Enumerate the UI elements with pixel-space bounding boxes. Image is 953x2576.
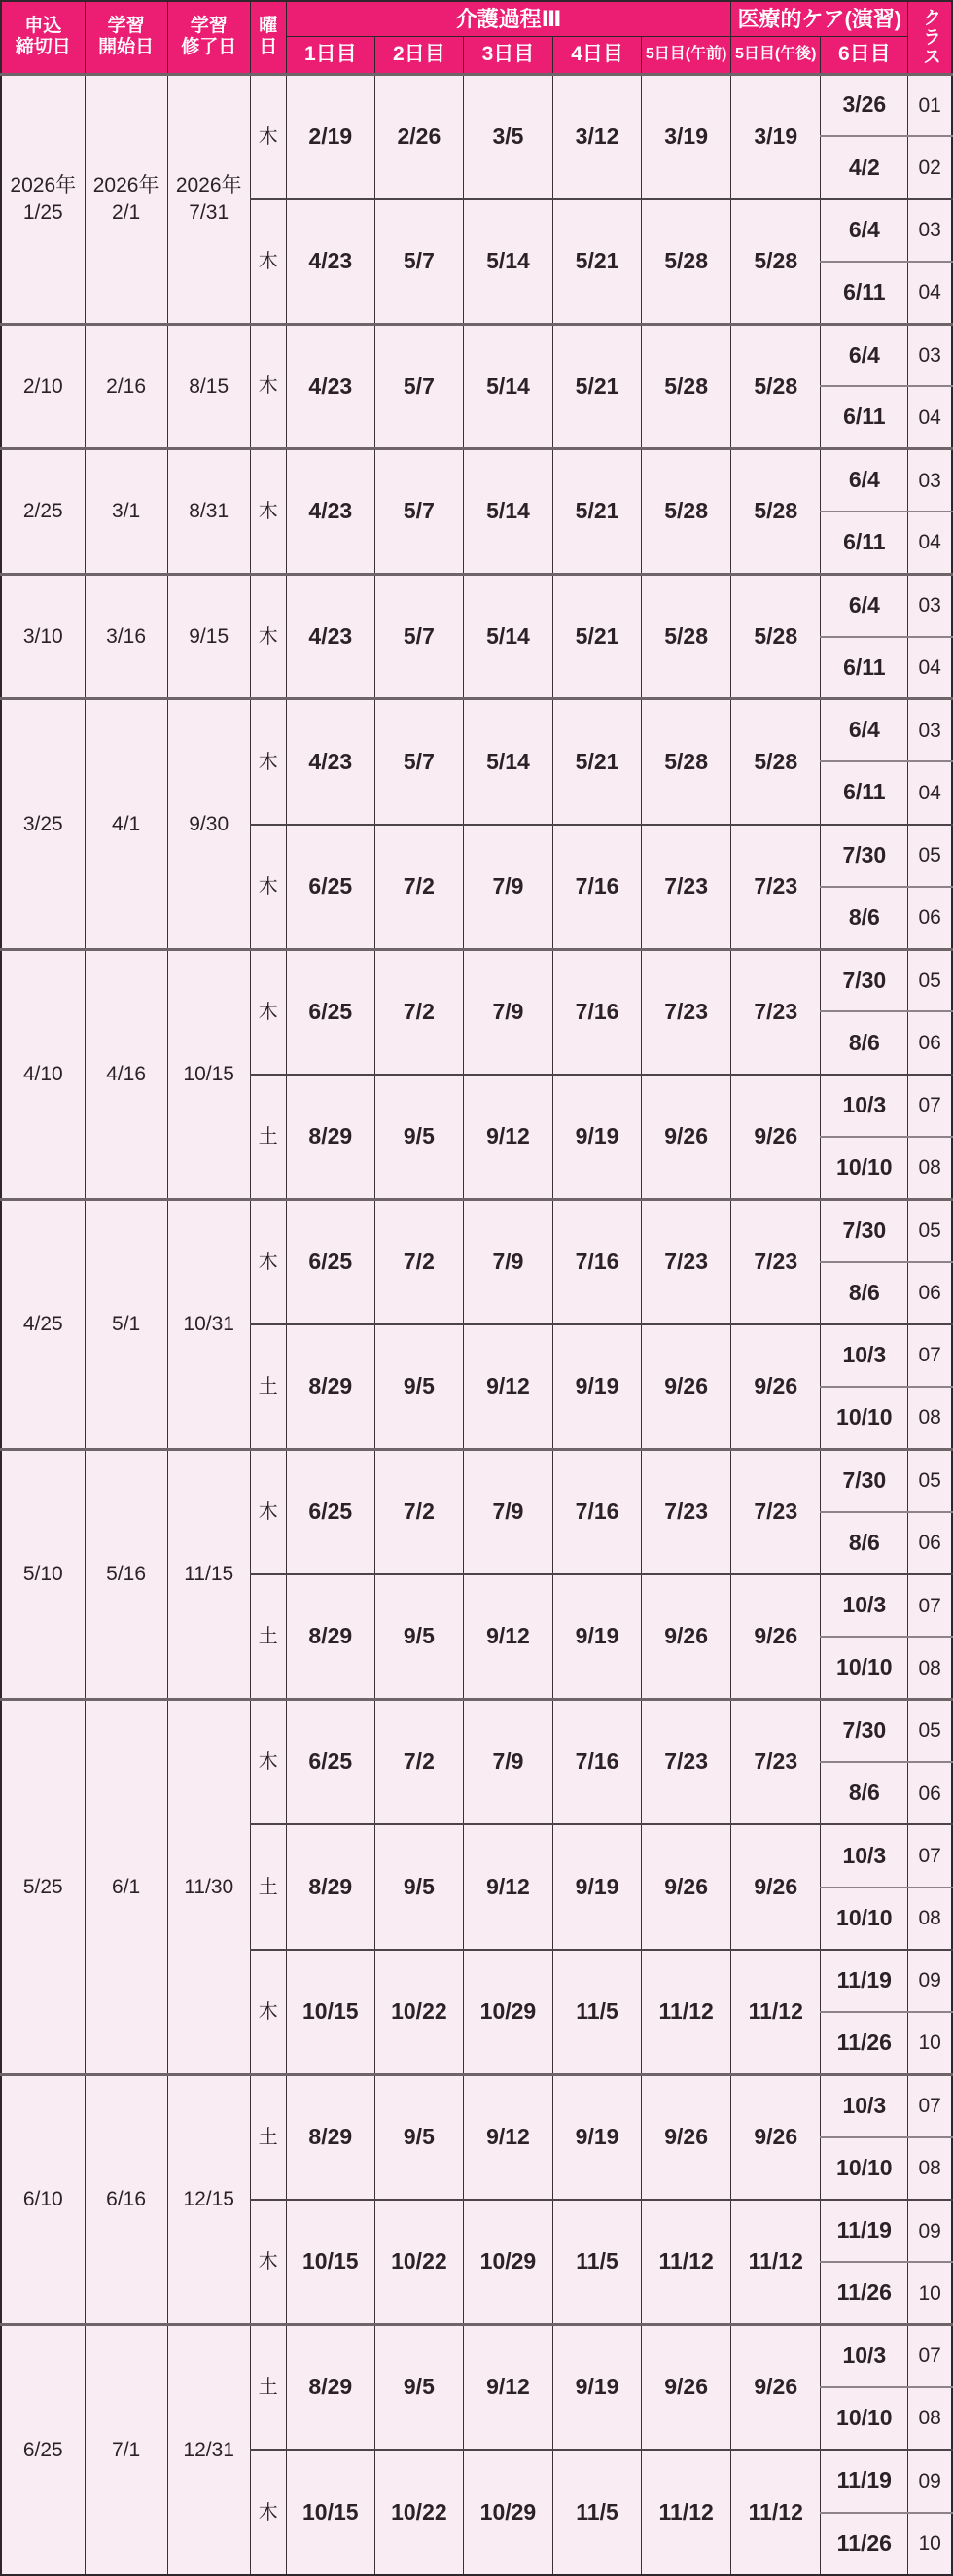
header-class: クラス — [908, 1, 952, 74]
schedule-row — [1, 2325, 952, 2387]
day5-cell: 7/23 — [642, 1450, 731, 1575]
day6-cell: 10/10 — [821, 1387, 908, 1449]
day4-cell: 5/21 — [553, 324, 642, 449]
day3-cell: 9/12 — [463, 1075, 552, 1200]
class-no-cell: 06 — [908, 1262, 952, 1324]
day5-cell: 7/23 — [642, 1700, 731, 1825]
study-start-cell: 3/16 — [85, 574, 167, 699]
day1-cell: 4/23 — [286, 324, 374, 449]
study-start-cell: 5/1 — [85, 1199, 167, 1449]
header-weekday: 曜 日 — [250, 1, 286, 74]
day4-cell: 7/16 — [553, 1700, 642, 1825]
day2-cell: 5/7 — [374, 449, 463, 575]
day4-cell: 9/19 — [553, 1574, 642, 1700]
apply-deadline-cell: 4/10 — [1, 949, 85, 1199]
study-end-cell: 9/30 — [167, 699, 250, 949]
class-no-cell: 08 — [908, 1888, 952, 1950]
day1-cell: 4/23 — [286, 199, 374, 325]
day5-cell: 5/28 — [642, 199, 731, 325]
study-end-cell: 10/15 — [167, 949, 250, 1199]
header-day4: 4日目 — [553, 36, 642, 74]
class-no-cell: 04 — [908, 761, 952, 824]
day2-cell: 5/7 — [374, 699, 463, 825]
day5pm-cell: 5/28 — [731, 574, 821, 699]
class-no-cell: 09 — [908, 1950, 952, 2012]
weekday-cell: 木 — [250, 1950, 286, 2075]
day4-cell: 11/5 — [553, 1950, 642, 2075]
class-no-cell: 06 — [908, 1762, 952, 1824]
day5-cell: 11/12 — [642, 1950, 731, 2075]
day1-cell: 8/29 — [286, 2325, 374, 2451]
day3-cell: 7/9 — [463, 1199, 552, 1324]
day5pm-cell: 5/28 — [731, 699, 821, 825]
class-no-cell: 10 — [908, 2012, 952, 2074]
day6-cell: 11/19 — [821, 2450, 908, 2512]
header-day5-pm: 5日目(午後) — [731, 36, 821, 74]
weekday-cell: 土 — [250, 1075, 286, 1200]
day4-cell: 7/16 — [553, 1199, 642, 1324]
day6-cell: 10/10 — [821, 1637, 908, 1699]
day5-cell: 9/26 — [642, 1324, 731, 1450]
schedule-row — [1, 449, 952, 512]
day5-cell: 9/26 — [642, 1824, 731, 1950]
day5pm-cell: 7/23 — [731, 949, 821, 1075]
schedule-row — [1, 1700, 952, 1762]
day6-cell: 6/4 — [821, 324, 908, 386]
day4-cell: 7/16 — [553, 1450, 642, 1575]
weekday-cell: 木 — [250, 949, 286, 1075]
day5pm-cell: 9/26 — [731, 1574, 821, 1700]
day2-cell: 5/7 — [374, 199, 463, 325]
day5pm-cell: 7/23 — [731, 1199, 821, 1324]
class-no-cell: 05 — [908, 949, 952, 1011]
class-no-cell: 06 — [908, 1512, 952, 1574]
day3-cell: 7/9 — [463, 825, 552, 950]
day1-cell: 8/29 — [286, 1075, 374, 1200]
day6-cell: 10/3 — [821, 1324, 908, 1387]
weekday-cell: 木 — [250, 1450, 286, 1575]
day4-cell: 11/5 — [553, 2450, 642, 2575]
day3-cell: 9/12 — [463, 1824, 552, 1950]
class-no-cell: 07 — [908, 1824, 952, 1887]
apply-deadline-cell: 2026年 1/25 — [1, 74, 85, 324]
day1-cell: 8/29 — [286, 1574, 374, 1700]
class-no-cell: 03 — [908, 449, 952, 512]
day5-cell: 7/23 — [642, 949, 731, 1075]
day6-cell: 10/10 — [821, 1888, 908, 1950]
day5pm-cell: 9/26 — [731, 1824, 821, 1950]
day2-cell: 9/5 — [374, 2075, 463, 2201]
day1-cell: 10/15 — [286, 2450, 374, 2575]
weekday-cell: 木 — [250, 324, 286, 449]
day2-cell: 10/22 — [374, 1950, 463, 2075]
class-no-cell: 06 — [908, 1011, 952, 1074]
apply-deadline-cell: 6/25 — [1, 2325, 85, 2575]
day5pm-cell: 7/23 — [731, 825, 821, 950]
day6-cell: 6/4 — [821, 574, 908, 636]
apply-deadline-cell: 2/10 — [1, 324, 85, 449]
day6-cell: 10/3 — [821, 2325, 908, 2387]
day5pm-cell: 11/12 — [731, 2200, 821, 2325]
day5pm-cell: 9/26 — [731, 2325, 821, 2451]
day6-cell: 6/11 — [821, 637, 908, 699]
class-no-cell: 04 — [908, 386, 952, 448]
class-no-cell: 05 — [908, 1700, 952, 1762]
weekday-cell: 木 — [250, 74, 286, 199]
study-end-cell: 12/31 — [167, 2325, 250, 2575]
class-no-cell: 07 — [908, 2325, 952, 2387]
header-day3: 3日目 — [463, 36, 552, 74]
schedule-row — [1, 1199, 952, 1261]
class-no-cell: 03 — [908, 199, 952, 262]
day6-cell: 6/11 — [821, 386, 908, 448]
day5-cell: 9/26 — [642, 1574, 731, 1700]
day6-cell: 6/11 — [821, 761, 908, 824]
day6-cell: 8/6 — [821, 1762, 908, 1824]
class-no-cell: 07 — [908, 1324, 952, 1387]
weekday-cell: 木 — [250, 1700, 286, 1825]
schedule-row — [1, 699, 952, 761]
day3-cell: 10/29 — [463, 1950, 552, 2075]
day2-cell: 9/5 — [374, 1075, 463, 1200]
day4-cell: 5/21 — [553, 199, 642, 325]
study-start-cell: 6/1 — [85, 1700, 167, 2075]
day6-cell: 8/6 — [821, 1512, 908, 1574]
weekday-cell: 木 — [250, 199, 286, 325]
day6-cell: 8/6 — [821, 1262, 908, 1324]
header-day2: 2日目 — [374, 36, 463, 74]
day1-cell: 2/19 — [286, 74, 374, 199]
day1-cell: 8/29 — [286, 2075, 374, 2201]
header-care-process: 介護過程Ⅲ — [286, 1, 730, 36]
day3-cell: 7/9 — [463, 949, 552, 1075]
day6-cell: 7/30 — [821, 1199, 908, 1261]
day5pm-cell: 9/26 — [731, 1324, 821, 1450]
day6-cell: 6/4 — [821, 449, 908, 512]
schedule-row — [1, 949, 952, 1011]
schedule-row — [1, 2075, 952, 2137]
class-no-cell: 04 — [908, 262, 952, 324]
day2-cell: 10/22 — [374, 2450, 463, 2575]
study-end-cell: 2026年 7/31 — [167, 74, 250, 324]
class-no-cell: 03 — [908, 574, 952, 636]
day5-cell: 11/12 — [642, 2450, 731, 2575]
class-no-cell: 05 — [908, 1450, 952, 1512]
day4-cell: 5/21 — [553, 699, 642, 825]
class-no-cell: 01 — [908, 74, 952, 136]
day5-cell: 7/23 — [642, 1199, 731, 1324]
day2-cell: 2/26 — [374, 74, 463, 199]
day6-cell: 10/10 — [821, 1137, 908, 1199]
study-start-cell: 4/1 — [85, 699, 167, 949]
day5-cell: 9/26 — [642, 1075, 731, 1200]
day3-cell: 5/14 — [463, 449, 552, 575]
class-no-cell: 08 — [908, 1137, 952, 1199]
day4-cell: 5/21 — [553, 449, 642, 575]
apply-deadline-cell: 5/10 — [1, 1450, 85, 1700]
apply-deadline-cell: 5/25 — [1, 1700, 85, 2075]
day4-cell: 9/19 — [553, 1324, 642, 1450]
day3-cell: 7/9 — [463, 1450, 552, 1575]
day6-cell: 10/3 — [821, 1574, 908, 1637]
day6-cell: 7/30 — [821, 825, 908, 887]
day6-cell: 11/26 — [821, 2262, 908, 2324]
class-no-cell: 08 — [908, 2137, 952, 2200]
study-start-cell: 7/1 — [85, 2325, 167, 2575]
day3-cell: 9/12 — [463, 1574, 552, 1700]
header-study-end: 学習 修了日 — [167, 1, 250, 74]
day2-cell: 7/2 — [374, 1700, 463, 1825]
study-start-cell: 3/1 — [85, 449, 167, 575]
class-no-cell: 08 — [908, 1637, 952, 1699]
study-end-cell: 10/31 — [167, 1199, 250, 1449]
study-end-cell: 8/31 — [167, 449, 250, 575]
class-no-cell: 04 — [908, 637, 952, 699]
class-no-cell: 04 — [908, 512, 952, 574]
day6-cell: 10/3 — [821, 1824, 908, 1887]
class-no-cell: 08 — [908, 2387, 952, 2450]
day3-cell: 9/12 — [463, 2075, 552, 2201]
day2-cell: 7/2 — [374, 1450, 463, 1575]
day1-cell: 8/29 — [286, 1324, 374, 1450]
study-start-cell: 5/16 — [85, 1450, 167, 1700]
apply-deadline-cell: 3/10 — [1, 574, 85, 699]
day5-cell: 5/28 — [642, 699, 731, 825]
table-header — [1, 1, 952, 74]
day1-cell: 6/25 — [286, 1450, 374, 1575]
day1-cell: 4/23 — [286, 699, 374, 825]
day6-cell: 11/26 — [821, 2012, 908, 2074]
day6-cell: 3/26 — [821, 74, 908, 136]
apply-deadline-cell: 6/10 — [1, 2075, 85, 2325]
day6-cell: 6/4 — [821, 199, 908, 262]
day5pm-cell: 5/28 — [731, 324, 821, 449]
schedule-row — [1, 324, 952, 386]
class-no-cell: 02 — [908, 136, 952, 198]
day5pm-cell: 9/26 — [731, 2075, 821, 2201]
schedule-body — [1, 74, 952, 2575]
day2-cell: 7/2 — [374, 949, 463, 1075]
weekday-cell: 土 — [250, 1324, 286, 1450]
day1-cell: 6/25 — [286, 825, 374, 950]
class-no-cell: 07 — [908, 1574, 952, 1637]
study-start-cell: 4/16 — [85, 949, 167, 1199]
day6-cell: 10/3 — [821, 1075, 908, 1137]
weekday-cell: 土 — [250, 2325, 286, 2451]
study-end-cell: 11/15 — [167, 1450, 250, 1700]
day3-cell: 9/12 — [463, 1324, 552, 1450]
weekday-cell: 木 — [250, 574, 286, 699]
day3-cell: 10/29 — [463, 2450, 552, 2575]
day4-cell: 7/16 — [553, 825, 642, 950]
day5-cell: 5/28 — [642, 324, 731, 449]
day5-cell: 9/26 — [642, 2075, 731, 2201]
day3-cell: 10/29 — [463, 2200, 552, 2325]
day5pm-cell: 11/12 — [731, 2450, 821, 2575]
day5-cell: 7/23 — [642, 825, 731, 950]
header-day6: 6日目 — [821, 36, 908, 74]
day6-cell: 8/6 — [821, 887, 908, 949]
day5pm-cell: 9/26 — [731, 1075, 821, 1200]
day3-cell: 9/12 — [463, 2325, 552, 2451]
day6-cell: 10/10 — [821, 2137, 908, 2200]
header-apply-deadline: 申込 締切日 — [1, 1, 85, 74]
study-start-cell: 6/16 — [85, 2075, 167, 2325]
day2-cell: 5/7 — [374, 574, 463, 699]
weekday-cell: 木 — [250, 2200, 286, 2325]
day6-cell: 10/3 — [821, 2075, 908, 2137]
day6-cell: 11/19 — [821, 1950, 908, 2012]
day5-cell: 3/19 — [642, 74, 731, 199]
day6-cell: 11/19 — [821, 2200, 908, 2262]
day5-cell: 11/12 — [642, 2200, 731, 2325]
day6-cell: 7/30 — [821, 1700, 908, 1762]
day5-cell: 5/28 — [642, 574, 731, 699]
day3-cell: 5/14 — [463, 199, 552, 325]
header-day5-am: 5日目(午前) — [642, 36, 731, 74]
day2-cell: 9/5 — [374, 2325, 463, 2451]
study-end-cell: 12/15 — [167, 2075, 250, 2325]
class-no-cell: 05 — [908, 825, 952, 887]
day5pm-cell: 3/19 — [731, 74, 821, 199]
apply-deadline-cell: 2/25 — [1, 449, 85, 575]
class-no-cell: 03 — [908, 699, 952, 761]
schedule-row — [1, 574, 952, 636]
class-no-cell: 08 — [908, 1387, 952, 1449]
day3-cell: 3/5 — [463, 74, 552, 199]
class-no-cell: 03 — [908, 324, 952, 386]
weekday-cell: 木 — [250, 699, 286, 825]
day4-cell: 5/21 — [553, 574, 642, 699]
study-end-cell: 9/15 — [167, 574, 250, 699]
weekday-cell: 木 — [250, 1199, 286, 1324]
day4-cell: 9/19 — [553, 1075, 642, 1200]
header-medical-care: 医療的ケア(演習) — [731, 1, 908, 36]
class-no-cell: 09 — [908, 2450, 952, 2512]
day1-cell: 6/25 — [286, 1199, 374, 1324]
day6-cell: 6/4 — [821, 699, 908, 761]
day6-cell: 11/26 — [821, 2513, 908, 2575]
day3-cell: 5/14 — [463, 699, 552, 825]
day5pm-cell: 7/23 — [731, 1700, 821, 1825]
study-end-cell: 8/15 — [167, 324, 250, 449]
day6-cell: 7/30 — [821, 1450, 908, 1512]
weekday-cell: 木 — [250, 2450, 286, 2575]
day6-cell: 7/30 — [821, 949, 908, 1011]
day2-cell: 10/22 — [374, 2200, 463, 2325]
day5-cell: 9/26 — [642, 2325, 731, 2451]
class-no-cell: 07 — [908, 1075, 952, 1137]
day1-cell: 6/25 — [286, 949, 374, 1075]
day5pm-cell: 11/12 — [731, 1950, 821, 2075]
day3-cell: 5/14 — [463, 324, 552, 449]
day6-cell: 4/2 — [821, 136, 908, 198]
day2-cell: 9/5 — [374, 1324, 463, 1450]
day6-cell: 6/11 — [821, 512, 908, 574]
class-no-cell: 05 — [908, 1199, 952, 1261]
weekday-cell: 土 — [250, 2075, 286, 2201]
header-study-start: 学習 開始日 — [85, 1, 167, 74]
day4-cell: 9/19 — [553, 1824, 642, 1950]
day4-cell: 9/19 — [553, 2325, 642, 2451]
day2-cell: 5/7 — [374, 324, 463, 449]
schedule-row — [1, 74, 952, 136]
day1-cell: 10/15 — [286, 2200, 374, 2325]
study-start-cell: 2/16 — [85, 324, 167, 449]
day4-cell: 3/12 — [553, 74, 642, 199]
day1-cell: 8/29 — [286, 1824, 374, 1950]
day2-cell: 7/2 — [374, 1199, 463, 1324]
day3-cell: 7/9 — [463, 1700, 552, 1825]
day1-cell: 6/25 — [286, 1700, 374, 1825]
day6-cell: 6/11 — [821, 262, 908, 324]
day2-cell: 7/2 — [374, 825, 463, 950]
day2-cell: 9/5 — [374, 1574, 463, 1700]
day5-cell: 5/28 — [642, 449, 731, 575]
class-no-cell: 10 — [908, 2513, 952, 2575]
day5pm-cell: 5/28 — [731, 449, 821, 575]
apply-deadline-cell: 3/25 — [1, 699, 85, 949]
class-no-cell: 07 — [908, 2075, 952, 2137]
class-no-cell: 09 — [908, 2200, 952, 2262]
study-end-cell: 11/30 — [167, 1700, 250, 2075]
day5pm-cell: 7/23 — [731, 1450, 821, 1575]
day3-cell: 5/14 — [463, 574, 552, 699]
day1-cell: 4/23 — [286, 449, 374, 575]
class-no-cell: 06 — [908, 887, 952, 949]
day6-cell: 10/10 — [821, 2387, 908, 2450]
schedule-row — [1, 1450, 952, 1512]
class-no-cell: 10 — [908, 2262, 952, 2324]
weekday-cell: 木 — [250, 825, 286, 950]
day6-cell: 8/6 — [821, 1011, 908, 1074]
study-start-cell: 2026年 2/1 — [85, 74, 167, 324]
weekday-cell: 土 — [250, 1574, 286, 1700]
weekday-cell: 木 — [250, 449, 286, 575]
day2-cell: 9/5 — [374, 1824, 463, 1950]
day1-cell: 10/15 — [286, 1950, 374, 2075]
day1-cell: 4/23 — [286, 574, 374, 699]
apply-deadline-cell: 4/25 — [1, 1199, 85, 1449]
header-day1: 1日目 — [286, 36, 374, 74]
weekday-cell: 土 — [250, 1824, 286, 1950]
day5pm-cell: 5/28 — [731, 199, 821, 325]
day4-cell: 11/5 — [553, 2200, 642, 2325]
day4-cell: 7/16 — [553, 949, 642, 1075]
day4-cell: 9/19 — [553, 2075, 642, 2201]
